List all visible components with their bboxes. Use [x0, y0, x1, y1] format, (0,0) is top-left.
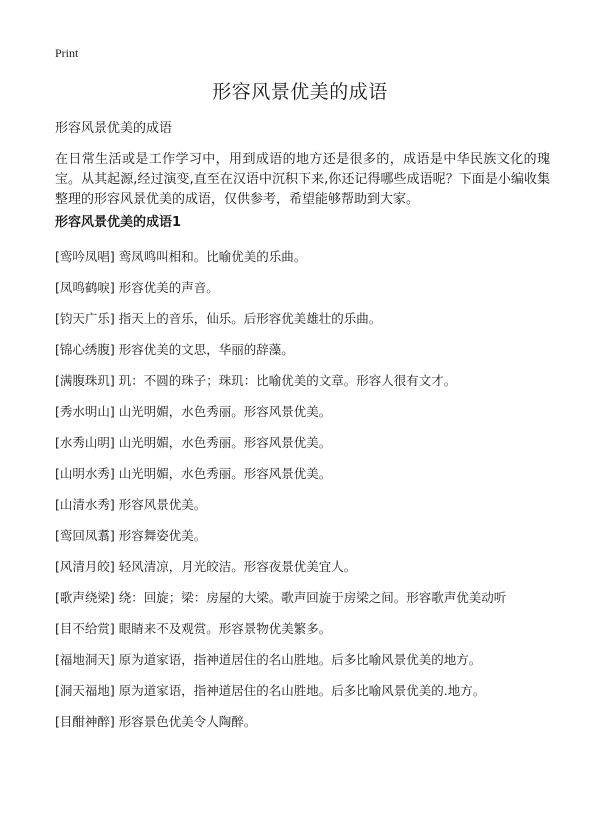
idiom-entry: [目酣神醉] 形容景色优美令人陶醉。	[55, 714, 257, 729]
idiom-entry: [水秀山明] 山光明媚，水色秀丽。形容风景优美。	[55, 435, 332, 450]
idiom-entry: [福地洞天] 原为道家语，指神道居住的名山胜地。后多比喻风景优美的地方。	[55, 652, 482, 667]
idiom-entry: [满腹珠玑] 玑：不圆的珠子；珠玑：比喻优美的文章。形容人很有文才。	[55, 373, 457, 388]
idiom-entry: [锦心绣腹] 形容优美的文思，华丽的辞藻。	[55, 342, 294, 357]
idiom-entry: [钧天广乐] 指天上的音乐，仙乐。后形容优美雄壮的乐曲。	[55, 311, 382, 326]
idiom-entry: [风清月皎] 轻风清凉，月光皎洁。形容夜景优美宜人。	[55, 559, 357, 574]
idiom-entry: [鸾吟凤唱] 鸾凤鸣叫相和。比喻优美的乐曲。	[55, 249, 307, 264]
idiom-entry: [山明水秀] 山光明媚，水色秀丽。形容风景优美。	[55, 466, 332, 481]
section-heading: 形容风景优美的成语1	[55, 215, 182, 230]
idiom-entry: [歌声绕梁] 绕：回旋；梁：房屋的大梁。歌声回旋于房梁之间。形容歌声优美动听	[55, 590, 507, 605]
idiom-list	[55, 248, 555, 744]
intro-paragraph: 在日常生活或是工作学习中，用到成语的地方还是很多的，成语是中华民族文化的瑰宝。从其起源,经过演变,直至在汉语中沉积下来,你还记得哪些成语呢？下面是小编收集整理的形容风景优美的成语，仅供参考，希望能够帮助到大家。	[55, 152, 550, 207]
idiom-entry: [凤鸣鹤唳] 形容优美的声音。	[55, 280, 219, 295]
print-link[interactable]: Print	[55, 46, 79, 60]
idiom-entry: [鸾回凤翥] 形容舞姿优美。	[55, 528, 207, 543]
page-title: 形容风景优美的成语	[212, 81, 388, 103]
idiom-entry: [秀水明山] 山光明媚，水色秀丽。形容风景优美。	[55, 404, 332, 419]
idiom-entry: [目不给赏] 眼睛来不及观赏。形容景物优美繁多。	[55, 621, 332, 636]
idiom-entry: [洞天福地] 原为道家语，指神道居住的名山胜地。后多比喻风景优美的.地方。	[55, 683, 486, 698]
idiom-entry: [山清水秀] 形容风景优美。	[55, 497, 207, 512]
article-subtitle: 形容风景优美的成语	[55, 121, 173, 136]
